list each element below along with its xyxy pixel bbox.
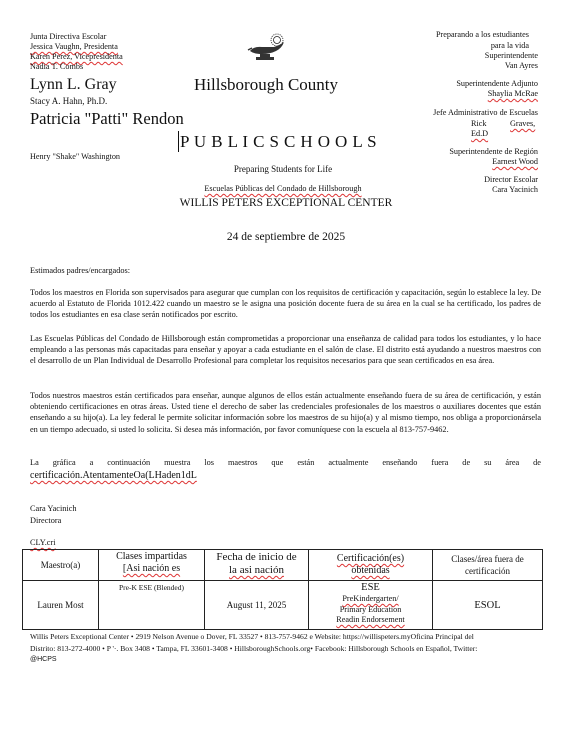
board-member-1: Jessica Vaughn, Presidenta [30, 42, 118, 51]
region-superintendent-name: Earnest Wood [492, 157, 538, 166]
initials: CLY.cri [30, 538, 56, 547]
school-name: WILLIS PETERS EXCEPTIONAL CENTER [179, 197, 393, 209]
school-director-name: Cara Yacinich [492, 185, 538, 194]
motto-line-2: para la vida [490, 41, 529, 50]
header-start-date: Fecha de inicio de la asi nación [205, 550, 309, 581]
chief-schools-name-first: Rick [471, 119, 487, 128]
region-superintendent-title: Superintendente de Región [449, 147, 538, 156]
county-name: Hillsborough County [194, 75, 339, 94]
superintendent-name: Van Ayres [504, 61, 538, 70]
board-member-2: Karen Perez, Vicepresidenta [30, 52, 123, 61]
cell-certifications: ESE PreKindergarten/ Primary Education Readin Endorsement [309, 581, 433, 630]
paragraph-1: Todos los maestros en Florida son supervisados para asegurar que cumplan con los requisitos de certificación y capacitación, según lo establece la ley. De acuerdo al Estatuto de Florida 1012.422 cuando un maestro se le asigna una posición docente fuera de su área en la cual se ha certificado, los padres de todos los estudiantes en esa clase serán notificados por escrito. [30, 288, 541, 320]
board-member-hahn: Stacy A. Hahn, Ph.D. [30, 96, 108, 106]
board-member-washington: Henry "Shake" Washington [30, 152, 121, 161]
footer-line-3: @HCPS [30, 656, 57, 663]
cell-start-date: August 11, 2025 [205, 581, 309, 630]
paragraph-2: Las Escuelas Públicas del Condado de Hillsborough están comprometidas a proporcionar una enseñanza de calidad para todos los estudiantes, y lo hace empleando a las personas más capacitadas para enseñar y apoyar a cada estudiante en el salón de clase. El distrito está ayudando a nuestros maestros con el desarrollo de un Plan Individual de Desarrollo Profesional para completar los requisitos necesarios para que sean certificados en esa área. [30, 334, 541, 366]
district-name-es: Escuelas Públicas del Condado de Hillsborough [204, 184, 362, 193]
teacher-certification-table [22, 549, 543, 630]
salutation: Estimados padres/encargados: [30, 266, 131, 275]
superintendent-title: Superintendente [484, 51, 538, 60]
header-certifications: Certificación(es) obtenidas [309, 550, 433, 581]
table-row [23, 581, 543, 630]
deputy-superintendent-title: Superintendente Adjunto [456, 79, 538, 88]
board-member-3: Nadia T. Combs [30, 62, 84, 71]
school-director-title: Director Escolar [484, 175, 538, 184]
letter-date: 24 de septiembre de 2025 [226, 231, 346, 243]
chief-schools-degree: Ed.D [471, 129, 489, 138]
footer-line-2: Distrito: 813-272-4000 • P '·. Box 3408 • Tampa, FL 33601-3408 • HillsboroughSchools.org• Facebook: Hillsborough Schools en Español, Twitter: [30, 644, 478, 653]
board-member-gray: Lynn L. Gray [30, 76, 117, 93]
cell-teacher: Lauren Most [23, 581, 99, 630]
paragraph-3: Todos nuestros maestros están certificados para enseñar, aunque algunos de ellos están actualmente enseñando fuera de su área de certificación, y están obteniendo certificaciones en otras áreas. Usted tiene el derecho de saber las credenciales profesionales de los maestros o auxiliares docentes que están enseñando a su hijo(a). La ley federal le permite solicitar información sobre los maestros de su hijo(a) y al mismo tiempo, nos obliga a proporcionársela en un tiempo adecuado, si usted lo solicita. Si desea más información, por favor comuníquese con la escuela al 813-757-9462. [30, 391, 541, 434]
chief-schools-title: Jefe Administrativo de Escuelas [433, 108, 538, 117]
paragraph-4-end: certificación.AtentamenteOa(LHaden1dL [30, 470, 197, 481]
lamp-of-knowledge-icon [244, 31, 292, 63]
chief-schools-name-last: Graves, [510, 119, 536, 128]
signature-name: Cara Yacinich [30, 504, 77, 513]
table-header-row [23, 550, 543, 581]
footer-line-1: Willis Peters Exceptional Center • 2919 Nelson Avenue o Dover, FL 33527 • 813-757-9462 e Website: https://willispeters.myOficina Principal del [30, 632, 474, 641]
motto-line-1: Preparando a los estudiantes [436, 30, 529, 39]
cell-classes: Pre-K ESE (Blended) [99, 581, 205, 630]
signature-title: Directora [30, 516, 62, 525]
public-schools-banner: P U B L I C S C H O O L S [180, 132, 378, 151]
header-out-of-field: Clases/área fuera de certificación [433, 550, 543, 581]
tagline: Preparing Students for Life [233, 164, 333, 174]
board-member-rendon: Patricia "Patti" Rendon [30, 109, 184, 128]
deputy-superintendent-name: Shaylia McRae [487, 89, 538, 98]
cell-out-of-field: ESOL [433, 581, 543, 630]
header-teacher: Maestro(a) [23, 550, 99, 581]
header-classes: Clases impartidas [Asi nación es [99, 550, 205, 581]
paragraph-4: La gráfica a continuación muestra los maestros que están actualmente enseñando fuera de su área de [30, 458, 541, 467]
board-heading: Junta Directiva Escolar [30, 32, 107, 41]
